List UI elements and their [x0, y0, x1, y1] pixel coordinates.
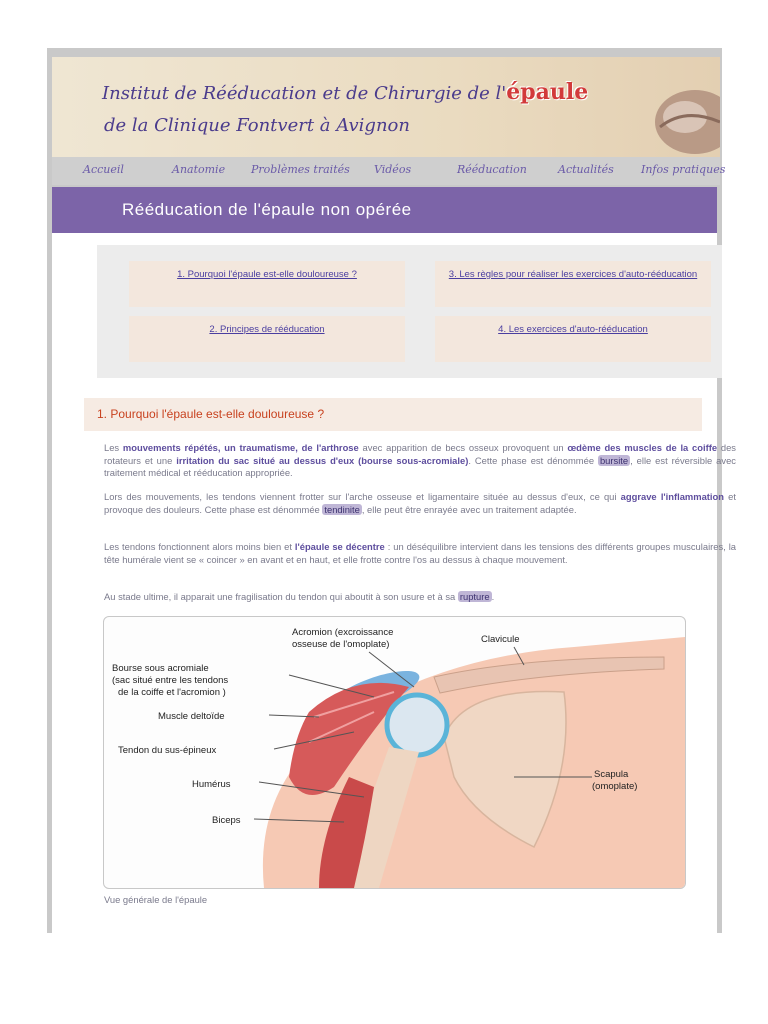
nav-item-problemes[interactable]: Problèmes traités	[251, 163, 350, 176]
label-bourse-3: de la coiffe et l'acromion )	[118, 687, 226, 698]
toc-link-2[interactable]: 2. Principes de rééducation	[209, 324, 325, 335]
label-humerus: Humérus	[192, 779, 231, 790]
label-acromion-2: osseuse de l'omoplate)	[292, 639, 390, 650]
term-bursite[interactable]: bursite	[599, 454, 629, 466]
section-header	[84, 398, 702, 431]
nav-item-accueil[interactable]: Accueil	[83, 163, 124, 176]
main-nav	[52, 157, 726, 185]
paragraph-4: Au stade ultime, il apparait une fragilisation du tendon qui aboutit à son usure et à sa rupture .	[104, 591, 495, 602]
nav-item-anatomie[interactable]: Anatomie	[172, 163, 226, 176]
paragraph-3: Les tendons fonctionnent alors moins bien et l'épaule se décentre : un déséquilibre intervient dans les tensions des différents groupes musculaires, la tête humérale vient se « coincer » en avant et en haut, et elle frotte contre l'os au dessus à chaque mouvement.	[104, 541, 736, 565]
toc-card-3	[435, 261, 711, 307]
label-bourse-1: Bourse sous acromiale	[112, 663, 209, 674]
table-of-contents	[97, 245, 722, 378]
label-tendon: Tendon du sus-épineux	[118, 745, 217, 756]
nav-item-reeducation[interactable]: Rééducation	[457, 163, 527, 176]
section-title: 1. Pourquoi l'épaule est-elle douloureuse ?	[97, 407, 325, 421]
page-content	[52, 233, 737, 933]
shoulder-diagram	[103, 616, 686, 889]
label-scapula-2: (omoplate)	[592, 781, 638, 792]
label-bourse-2: (sac situé entre les tendons	[112, 675, 229, 686]
site-header[interactable]	[52, 57, 720, 157]
shoulder-photo-icon	[640, 67, 720, 157]
toc-link-1[interactable]: 1. Pourquoi l'épaule est-elle douloureuse ?	[177, 269, 357, 280]
term-rupture[interactable]: rupture	[459, 591, 490, 602]
label-scapula-1: Scapula	[594, 769, 629, 780]
nav-item-infos[interactable]: Infos pratiques	[641, 163, 726, 176]
label-clavicule: Clavicule	[481, 634, 520, 645]
term-tendinite[interactable]: tendinite	[324, 503, 360, 515]
figure-caption: Vue générale de l'épaule	[104, 894, 208, 905]
nav-item-videos[interactable]: Vidéos	[374, 163, 412, 176]
page-banner	[52, 187, 717, 233]
toc-link-4[interactable]: 4. Les exercices d'auto-rééducation	[498, 324, 648, 335]
header-title-line1: Institut de Rééducation et de Chirurgie de l'épaule	[102, 79, 589, 105]
header-accent-word: épaule	[506, 79, 589, 105]
page-title: Rééducation de l'épaule non opérée	[122, 200, 412, 219]
paragraph-2: Lors des mouvements, les tendons viennent frotter sur l'arche osseuse et ligamentaire située au dessus d'eux, ce qui aggrave l'inflammation et provoque des douleurs. Cette phase est dénommée tendinite , elle peut être enrayée avec un traitement adaptée.	[104, 491, 737, 515]
toc-card-2	[129, 316, 405, 362]
toc-card-4	[435, 316, 711, 362]
toc-link-3[interactable]: 3. Les règles pour réaliser les exercices d'auto-rééducation	[448, 269, 698, 280]
label-biceps: Biceps	[212, 815, 241, 826]
header-title-line2: de la Clinique Fontvert à Avignon	[104, 115, 410, 136]
label-deltoide: Muscle deltoïde	[158, 711, 225, 722]
paragraph-1: Les mouvements répétés, un traumatisme, de l'arthrose avec apparition de becs osseux provoquent un œdème des muscles de la coiffe des rotateurs et une irritation du sac situé au dessus d'eux (bourse sous-acromiale). Cette phase est dénommée bursite , elle est réversible avec traitement médical et rééducation appropriée.	[104, 442, 736, 479]
label-acromion-1: Acromion (excroissance	[292, 627, 394, 638]
toc-card-1	[129, 261, 405, 307]
nav-item-actualites[interactable]: Actualités	[558, 163, 614, 176]
